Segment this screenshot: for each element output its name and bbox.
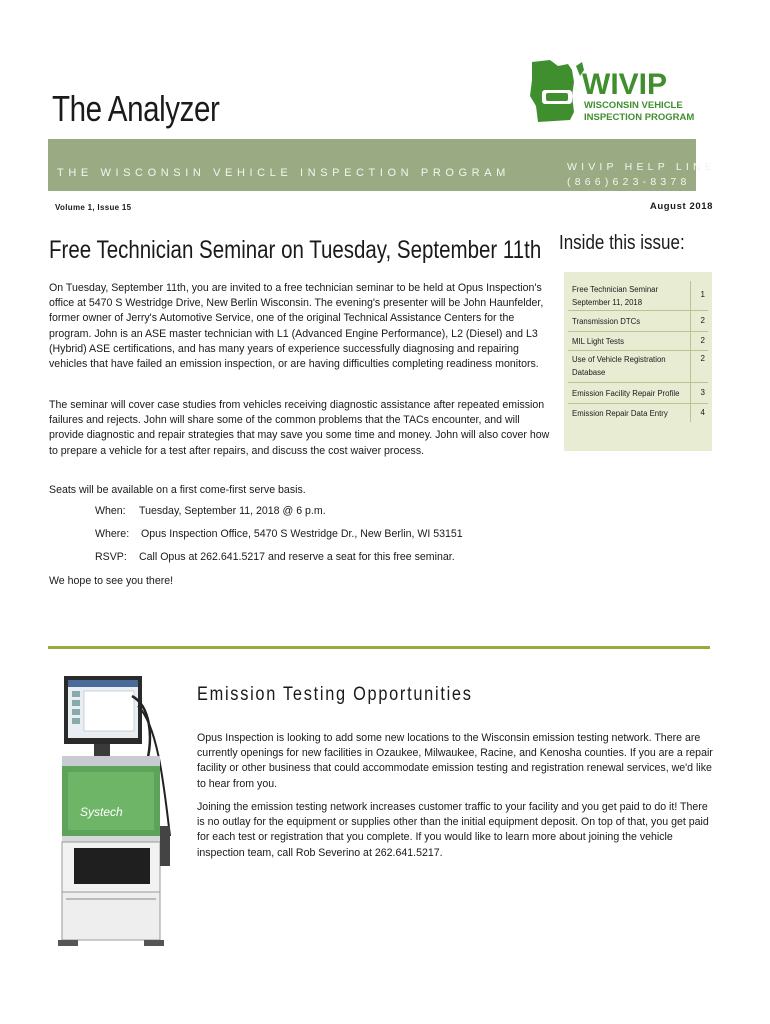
article-headline: Free Technician Seminar on Tuesday, September 11th xyxy=(49,236,542,264)
machine-brand: Systech xyxy=(80,805,123,819)
article-paragraph: Opus Inspection is looking to add some new locations to the Wisconsin emission testing network. There are currently openings for new facilities in Ozaukee, Milwaukee, Racine, and Kenosha counties. If you are a repair facility or other business that could accommodate emission testing and registration renewal services, we'd like to hear from you. xyxy=(197,732,713,790)
toc-item-label: Emission Repair Data Entry xyxy=(572,409,668,418)
toc-item-page: 2 xyxy=(700,316,705,325)
article-paragraph: On Tuesday, September 11th, you are invited to a free technician seminar to be held at Opus Inspection's office at 5470 S Westridge Drive, New Berlin Wisconsin. The evening's presenter will be John Haunfelder, former owner of Jerry's Automotive Service, one of the original Technical Assistance Centers for the program. John is an ASE master technician with L1 (Advanced Engine Performance), L2 (Diesel) and L3 (Hybrid) ASE certifications, and has many years of experience successfully diagnosing and repairing vehicles that have failed an emission inspection, or are having difficulties completing readiness monitors. xyxy=(49,282,544,371)
program-name: THE WISCONSIN VEHICLE INSPECTION PROGRAM xyxy=(57,167,510,179)
toc-item-page: 3 xyxy=(700,388,705,397)
toc-item-label: Transmission DTCs xyxy=(572,317,641,326)
toc-item-label: Free Technician Seminar September 11, 2018 xyxy=(572,285,659,307)
toc-item[interactable] xyxy=(568,404,708,422)
toc-item[interactable] xyxy=(568,351,708,383)
where-value: Opus Inspection Office, 5470 S Westridge Dr., New Berlin, WI 53151 xyxy=(141,528,463,540)
issue-date: August 2018 xyxy=(649,201,713,212)
toc-item-page: 2 xyxy=(700,336,705,345)
volume-issue: Volume 1, Issue 15 xyxy=(55,203,132,212)
toc-item-label: Emission Facility Repair Profile xyxy=(572,389,680,398)
where-label: Where: xyxy=(95,528,130,540)
toc-item-label: MIL Light Tests xyxy=(572,337,625,346)
toc-item-page: 4 xyxy=(700,408,705,417)
toc-item[interactable] xyxy=(568,332,708,351)
newsletter-title: The Analyzer xyxy=(52,88,220,129)
article-headline: Emission Testing Opportunities xyxy=(197,684,473,705)
article-paragraph: The seminar will cover case studies from vehicles receiving diagnostic assistance after repeated emission failures and rejects. John will share some of the common problems that the TACs encounter, and will provide diagnostic and repair strategies that may save you some time and money. John will also cover how to prepare a vehicle for a test after repairs, and discuss the cost waiver process. xyxy=(49,399,550,457)
article-paragraph: Joining the emission testing network increases customer traffic to your facility and you get paid to do it! There is no outlay for the equipment or supplies other than the initial equipment deposit. On top of that, you get paid for each test or registration that you complete. If you would like to learn more about joining the vehicle inspection team, call Rob Severino at 262.641.5217. xyxy=(197,801,709,859)
toc-item-label: Use of Vehicle Registration Database xyxy=(572,355,666,377)
rsvp-value: Call Opus at 262.641.5217 and reserve a seat for this free seminar. xyxy=(139,551,455,563)
article-paragraph: Seats will be available on a first come-first serve basis. xyxy=(49,484,306,496)
help-line-number: (866)623-8378 xyxy=(567,176,691,188)
logo-line1: WISCONSIN VEHICLE xyxy=(584,100,683,111)
toc-item[interactable] xyxy=(568,311,708,332)
toc-item-page: 1 xyxy=(700,290,705,299)
logo-line2: INSPECTION PROGRAM xyxy=(584,112,695,123)
section-divider xyxy=(48,646,710,649)
toc-item-page: 2 xyxy=(700,354,705,363)
help-line-label: WIVIP HELP LINE xyxy=(567,161,716,173)
help-line xyxy=(567,160,716,190)
rsvp-label: RSVP: xyxy=(95,551,127,563)
toc-item[interactable] xyxy=(568,281,708,311)
logo-acronym: WIVIP xyxy=(582,68,668,101)
when-value: Tuesday, September 11, 2018 @ 6 p.m. xyxy=(139,505,326,517)
wivip-logo xyxy=(528,56,706,128)
toc-item[interactable] xyxy=(568,383,708,404)
inside-issue-title: Inside this issue: xyxy=(559,232,685,254)
when-label: When: xyxy=(95,505,126,517)
emission-tester-photo xyxy=(58,676,180,946)
closing-line: We hope to see you there! xyxy=(49,575,174,587)
